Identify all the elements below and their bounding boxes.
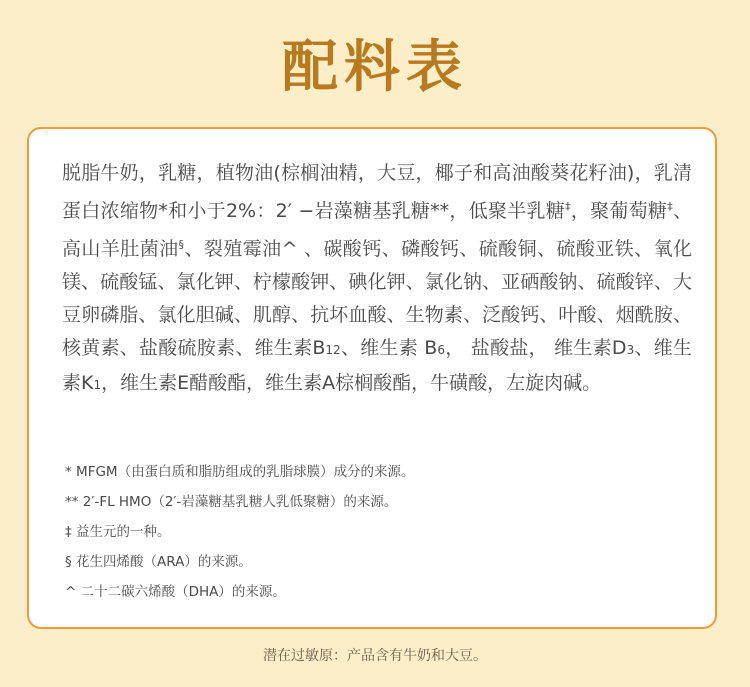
footnote-marker: ‡ [565,200,571,213]
vitamin-subscript: 1 [93,378,102,392]
footnote-item: ‡ 益生元的一种。 [65,524,171,540]
vitamin-subscript: 3 [626,343,635,357]
ingredients-text [62,157,692,402]
page-title: 配料表 [282,35,468,100]
ingredients-part: 、维生素 B [340,337,438,359]
allergen-notice: 潜在过敏原：产品含有牛奶和大豆。 [263,648,487,664]
footnote-item: ^ 二十二碳六烯酸（DHA）的来源。 [65,584,286,600]
ingredients-part: 、维生素K [62,337,692,394]
ingredients-part: ，聚葡萄糖 [570,200,668,222]
footnote-item: * MFGM（由蛋白质和脂肪组成的乳脂球膜）成分的来源。 [65,464,415,480]
ingredients-part: 、高山羊肚菌油 [62,200,692,260]
ingredients-card [27,127,717,629]
footnote-item: § 花生四烯酸（ARA）的来源。 [65,554,252,570]
footnote-marker: § [178,238,185,251]
ingredients-part: ， 盐酸盐， 维生素D [444,337,627,359]
vitamin-subscript: 12 [325,343,341,357]
ingredients-part: 脱脂牛奶，乳糖，植物油(棕榈油精，大豆，椰子和高油酸葵花籽油)，乳清蛋白浓缩物*和小于2%：2′ −岩藻糖基乳糖**，低聚半乳糖 [62,162,692,222]
footnotes-list [65,457,695,607]
footnote-item: ** 2′-FL HMO（2′-岩藻糖基乳糖人乳低聚糖）的来源。 [65,494,398,510]
ingredients-part: ，维生素E醋酸酯，维生素A棕榈酸酯，牛磺酸，左旋肉碱。 [101,372,602,394]
footnote-marker: ‡ [667,200,673,213]
vitamin-subscript: 6 [437,343,445,357]
ingredients-part: 、裂殖霉油^ 、碳酸钙、磷酸钙、硫酸铜、硫酸亚铁、氧化镁、硫酸锰、氯化钾、柠檬酸钾、碘化钾、氯化钠、亚硒酸钠、硫酸锌、大豆卵磷脂、氯化胆碱、肌醇、抗坏血酸、生物素、泛酸钙、叶酸、烟酰胺、核黄素、盐酸硫胺素、维生素B [62,238,692,359]
